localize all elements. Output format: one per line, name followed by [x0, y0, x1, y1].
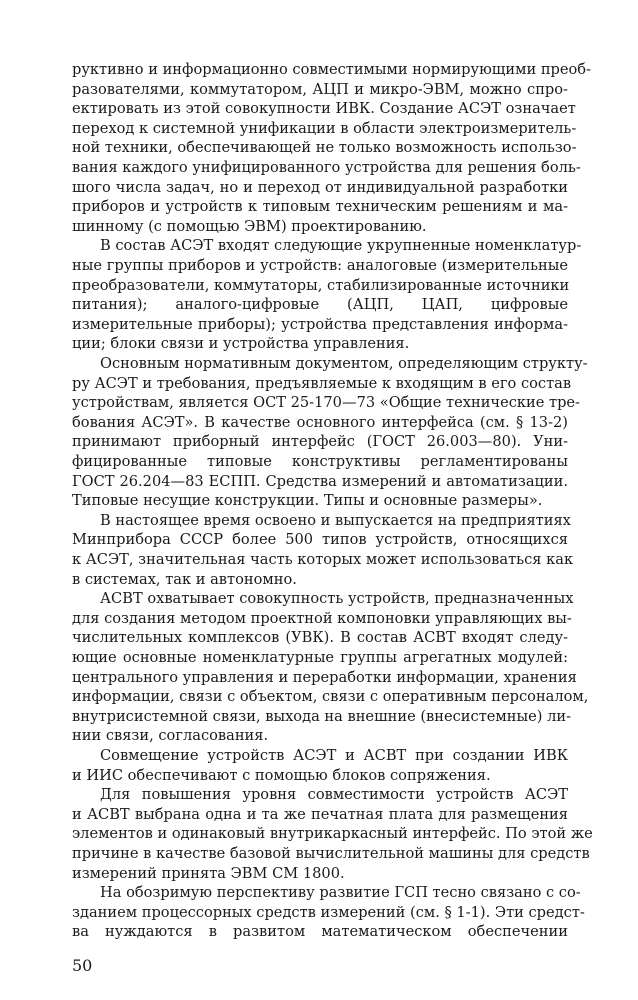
text-line: разователями, коммутатором, АЦП и микро-ЭВМ, можно спро- [72, 80, 568, 98]
text-line: и АСВТ выбрана одна и та же печатная плата для размещения [72, 805, 568, 823]
text-line: В настоящее время освоено и выпускается на предприятиях [100, 511, 571, 529]
text-line: ва нуждаются в развитом математическом обеспечении [72, 923, 568, 941]
text-line: питания); аналого-цифровые (АЦП, ЦАП, цифровые [72, 296, 568, 314]
text-line: бования АСЭТ». В качестве основного интерфейса (см. § 13-2) [72, 413, 568, 431]
text-line: устройствам, является ОСТ 25-170—73 «Общие технические тре- [72, 394, 580, 412]
text-line: элементов и одинаковый внутрикаркасный интерфейс. По этой же [72, 825, 593, 843]
text-line: Типовые несущие конструкции. Типы и основные размеры». [72, 492, 543, 510]
text-line: ной техники, обеспечивающей не только возможность использо- [72, 139, 577, 157]
text-line: зданием процессорных средств измерений (см. § 1-1). Эти средст- [72, 903, 585, 921]
text-line: Совмещение устройств АСЭТ и АСВТ при создании ИВК [100, 747, 568, 764]
text-line: На обозримую перспективу развитие ГСП тесно связано с со- [100, 884, 581, 902]
text-line: преобразователи, коммутаторы, стабилизированные источники [72, 276, 570, 294]
text-line: числительных комплексов (УВК). В состав АСВТ входят следу- [72, 629, 568, 647]
text-line: нии связи, согласования. [72, 727, 269, 745]
text-line: Для повышения уровня совместимости устройств АСЭТ [100, 786, 568, 804]
text-line: В состав АСЭТ входят следующие укрупненные номенклатур- [100, 237, 582, 255]
text-line: ектировать из этой совокупности ИВК. Создание АСЭТ означает [72, 100, 576, 118]
text-line: АСВТ охватывает совокупность устройств, предназначенных [100, 590, 574, 608]
text-line: приборов и устройств к типовым техническим решениям и ма- [72, 198, 568, 216]
text-line: для создания методом проектной компоновки управляющих вы- [72, 609, 572, 627]
text-line: шого числа задач, но и переход от индивидуальной разработки [72, 178, 568, 196]
text-line: Минприбора СССР более 500 типов устройств, относящихся [72, 531, 568, 549]
text-line: руктивно и информационно совместимыми нормирующими преоб- [72, 61, 592, 78]
page-number: 50 [72, 956, 93, 975]
text-line: переход к системной унификации в области электроизмеритель- [72, 119, 577, 137]
text-line: измерительные приборы); устройства представления информа- [72, 315, 568, 333]
text-line: внутрисистемной связи, выхода на внешние (внесистемные) ли- [72, 707, 572, 725]
text-line: шинному (с помощью ЭВМ) проектированию. [72, 217, 427, 235]
text-line: ющие основные номенклатурные группы агрегатных модулей: [72, 649, 568, 666]
text-line: ру АСЭТ и требования, предъявляемые к входящим в его состав [72, 374, 572, 392]
text-line: измерений принята ЭВМ СМ 1800. [72, 864, 345, 882]
text-line: ные группы приборов и устройств: аналоговые (измерительные [72, 257, 568, 274]
text-line: ции; блоки связи и устройства управления. [72, 335, 410, 353]
text-line: к АСЭТ, значительная часть которых может использоваться как [72, 551, 574, 568]
text-line: и ИИС обеспечивают с помощью блоков сопряжения. [72, 766, 491, 784]
text-line: информации, связи с объектом, связи с оперативным персоналом, [72, 688, 589, 706]
text-line: принимают приборный интерфейс (ГОСТ 26.003—80). Уни- [72, 433, 568, 451]
text-line: центрального управления и переработки информации, хранения [72, 668, 577, 686]
text-line: причине в качестве базовой вычислительной машины для средств [72, 845, 590, 862]
text-line: ГОСТ 26.204—83 ЕСПП. Средства измерений и автоматизации. [72, 472, 568, 490]
text-line: в системах, так и автономно. [72, 570, 297, 588]
text-line: фицированные типовые конструктивы регламентированы [72, 453, 568, 470]
text-line: вания каждого унифицированного устройства для решения боль- [72, 159, 581, 176]
text-line: Основным нормативным документом, определяющим структу- [100, 355, 588, 372]
